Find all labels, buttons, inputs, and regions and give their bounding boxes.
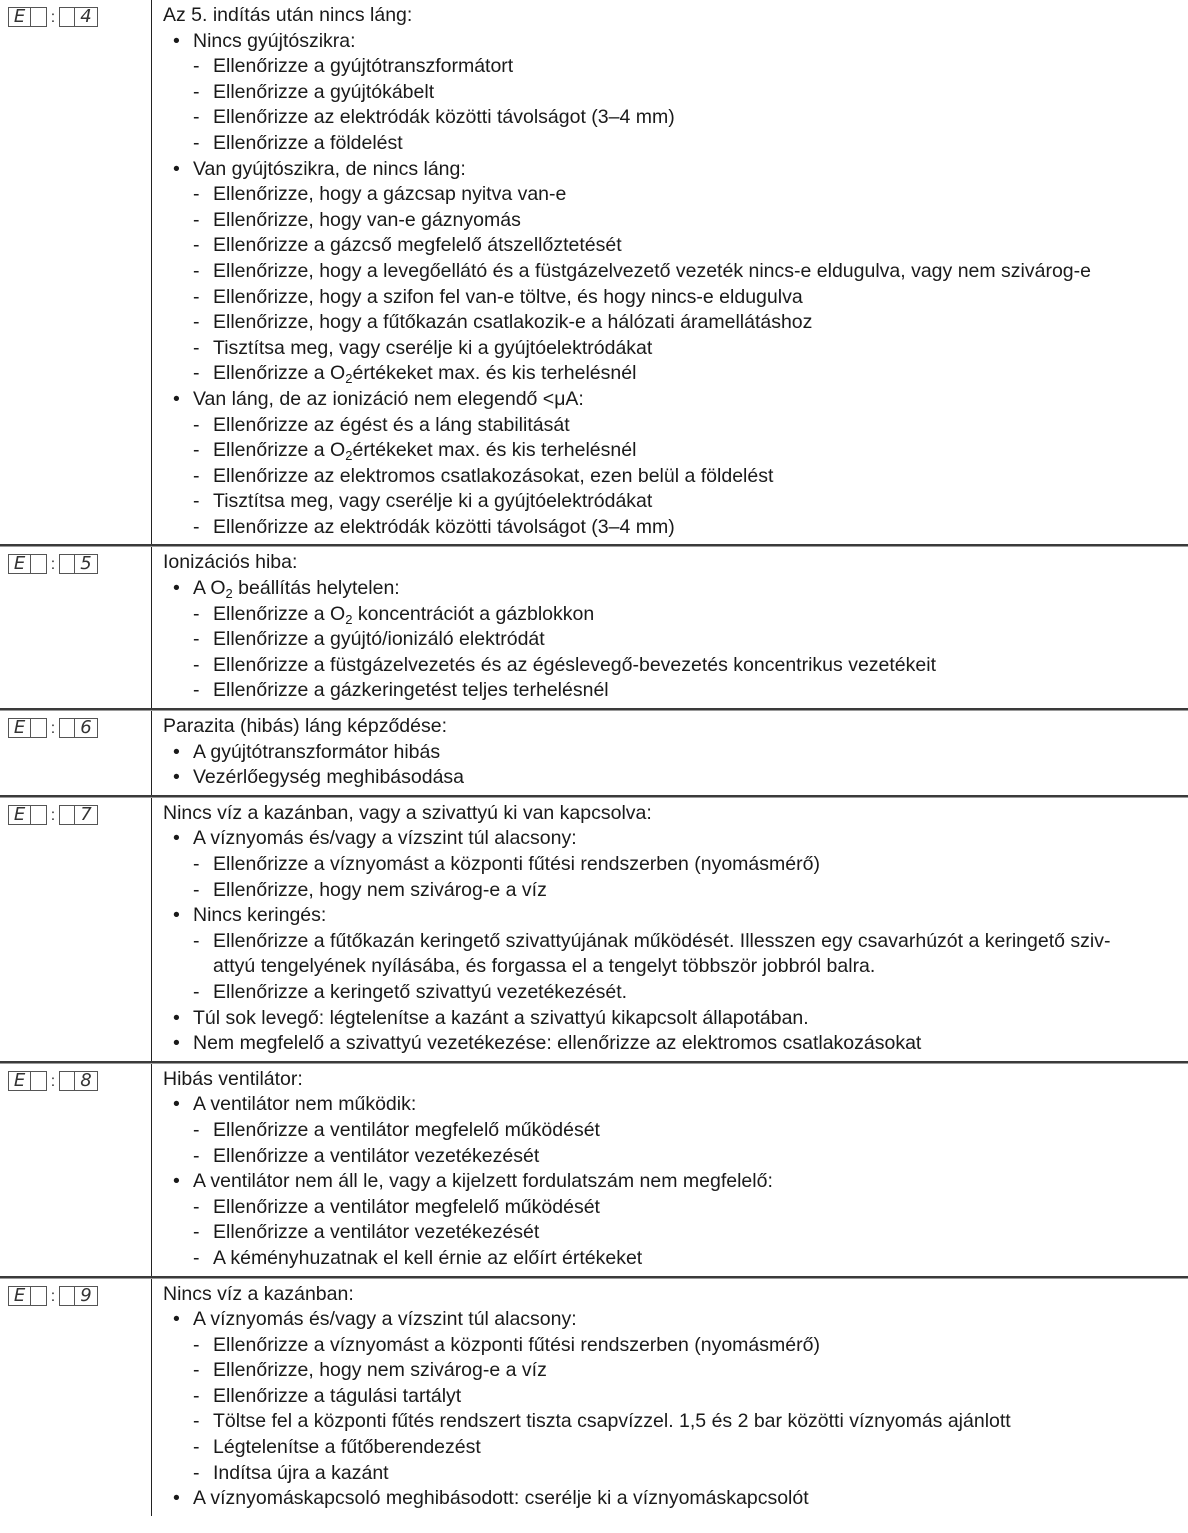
error-code-cell	[0, 711, 152, 795]
display-segment-digit: 4	[75, 7, 98, 27]
error-code-cell	[0, 0, 152, 544]
error-row	[0, 0, 1188, 546]
dash-icon: -	[193, 208, 200, 231]
action-item	[163, 80, 1188, 106]
line-text: Ellenőrizze, hogy a levegőellátó és a füstgázelvezető vezeték nincs-e eldugulva, vagy nem szivárog-e	[213, 259, 1091, 282]
display-segment-prefix: E	[8, 1286, 31, 1306]
display-segment-blank	[59, 554, 75, 574]
cause-item	[163, 1169, 1188, 1195]
dash-icon: -	[193, 413, 200, 436]
line-text: Ellenőrizze a gázcső megfelelő átszellőztetését	[213, 234, 622, 257]
line-text: Ellenőrizze a keringető szivattyú vezetékezését.	[213, 980, 628, 1003]
line-text: Ellenőrizze, hogy nem szivárog-e a víz	[213, 1359, 547, 1382]
action-item	[163, 259, 1188, 285]
display-colon: :	[50, 9, 56, 26]
line-text: Nincs gyújtószikra:	[193, 29, 356, 52]
action-item	[163, 678, 1188, 704]
action-item	[163, 1246, 1188, 1272]
subscript: 2	[345, 371, 353, 387]
error-description-cell	[152, 0, 1188, 544]
line-text: A víznyomás és/vagy a vízszint túl alacsony:	[193, 827, 577, 850]
action-item	[163, 336, 1188, 362]
dash-icon: -	[193, 285, 200, 308]
action-item	[163, 413, 1188, 439]
action-item	[163, 310, 1188, 336]
line-text: Van láng, de az ionizáció nem elegendő <μA:	[193, 387, 584, 410]
action-item	[163, 1435, 1188, 1461]
line-text: Ellenőrizze a víznyomást a központi fűtési rendszerben (nyomásmérő)	[213, 1333, 820, 1356]
line-text: Ellenőrizze a füstgázelvezetés és az égéslevegő-bevezetés koncentrikus vezetékeit	[213, 653, 936, 676]
line-text: Ellenőrizze, hogy nem szivárog-e a víz	[213, 878, 547, 901]
error-code-cell	[0, 547, 152, 708]
cause-item	[163, 157, 1188, 183]
display-segment-prefix: E	[8, 718, 31, 738]
line-text-pre: Ellenőrizze a O	[213, 439, 346, 462]
action-item	[163, 361, 1188, 387]
line-text: Ellenőrizze a ventilátor megfelelő működését	[213, 1118, 600, 1141]
line-text: Ellenőrizze, hogy van-e gáznyomás	[213, 208, 521, 231]
action-item	[163, 1409, 1188, 1435]
action-item	[163, 489, 1188, 515]
action-item	[163, 182, 1188, 208]
bullet-icon: •	[173, 1170, 180, 1193]
action-item	[163, 1195, 1188, 1221]
error-description-cell	[152, 711, 1188, 795]
line-text: Ellenőrizze a ventilátor megfelelő működését	[213, 1195, 600, 1218]
error-row	[0, 1278, 1188, 1516]
cause-item	[163, 1031, 1188, 1057]
dash-icon: -	[193, 1195, 200, 1218]
display-segment-digit: 6	[75, 718, 98, 738]
display-segment-blank	[59, 7, 75, 27]
dash-icon: -	[193, 106, 200, 129]
dash-icon: -	[193, 1333, 200, 1356]
dash-icon: -	[193, 628, 200, 651]
error-row	[0, 546, 1188, 710]
bullet-icon: •	[173, 1006, 180, 1029]
line-text: Ionizációs hiba:	[163, 551, 298, 574]
line-text-pre: Ellenőrizze a O	[213, 602, 346, 625]
error-code-cell	[0, 1064, 152, 1276]
line-text: Túl sok levegő: légtelenítse a kazánt a szivattyú kikapcsolt állapotában.	[193, 1006, 809, 1029]
display-segment-blank	[59, 1286, 75, 1306]
action-item	[163, 464, 1188, 490]
line-text: Hibás ventilátor:	[163, 1067, 303, 1090]
bullet-icon: •	[173, 387, 180, 410]
dash-icon: -	[193, 439, 200, 462]
line-text-pre: Ellenőrizze a O	[213, 362, 346, 385]
display-segment-prefix: E	[8, 805, 31, 825]
line-text: Ellenőrizze a tágulási tartályt	[213, 1384, 462, 1407]
dash-icon: -	[193, 515, 200, 538]
action-item	[163, 285, 1188, 311]
subscript: 2	[345, 448, 353, 464]
dash-icon: -	[193, 1144, 200, 1167]
line-text-post: értékeket max. és kis terhelésnél	[352, 439, 637, 462]
display-code	[8, 1285, 151, 1306]
dash-icon: -	[193, 1359, 200, 1382]
error-description-cell	[152, 1279, 1188, 1516]
line-text: Töltse fel a központi fűtés rendszert tiszta csapvízzel. 1,5 és 2 bar közötti víznyomás ajánlott	[213, 1410, 1011, 1433]
action-item	[163, 929, 1188, 955]
cause-item	[163, 576, 1188, 602]
cause-item	[163, 1006, 1188, 1032]
dash-icon: -	[193, 1221, 200, 1244]
display-code	[8, 717, 151, 738]
line-text: Az 5. indítás után nincs láng:	[163, 4, 413, 26]
cause-item	[163, 29, 1188, 55]
error-title	[163, 801, 1188, 827]
cause-item	[163, 826, 1188, 852]
dash-icon: -	[193, 878, 200, 901]
line-text: Ellenőrizze az égést és a láng stabilitását	[213, 413, 570, 436]
line-text-pre: A O	[193, 577, 226, 600]
display-colon: :	[50, 1072, 56, 1090]
display-segment-blank	[31, 805, 47, 825]
error-title	[163, 1067, 1188, 1093]
display-segment-digit: 7	[75, 805, 98, 825]
action-item	[163, 1118, 1188, 1144]
error-code-cell	[0, 798, 152, 1061]
dash-icon: -	[193, 362, 200, 385]
line-text: Ellenőrizze, hogy a gázcsap nyitva van-e	[213, 183, 567, 206]
line-text: Ellenőrizze a víznyomást a központi fűtési rendszerben (nyomásmérő)	[213, 853, 820, 875]
error-title	[163, 714, 1188, 740]
dash-icon: -	[193, 490, 200, 513]
cause-item	[163, 387, 1188, 413]
action-item	[163, 980, 1188, 1006]
dash-icon: -	[193, 1461, 200, 1484]
cause-item	[163, 1092, 1188, 1118]
line-text: Ellenőrizze a gyújtó/ionizáló elektródát	[213, 628, 545, 651]
line-text: Ellenőrizze a gázkeringetést teljes terhelésnél	[213, 679, 609, 702]
display-segment-prefix: E	[8, 7, 31, 27]
line-text-post: beállítás helytelen:	[232, 577, 400, 600]
error-title	[163, 550, 1188, 576]
display-colon: :	[50, 720, 56, 738]
dash-icon: -	[193, 131, 200, 154]
line-text-post: értékeket max. és kis terhelésnél	[352, 362, 637, 385]
error-row	[0, 1063, 1188, 1278]
line-text: Ellenőrizze a gyújtótranszformátort	[213, 55, 514, 78]
line-text: Nincs víz a kazánban:	[163, 1282, 354, 1305]
action-item	[163, 627, 1188, 653]
display-segment-blank	[31, 1071, 47, 1091]
bullet-icon: •	[173, 1032, 180, 1055]
action-item	[163, 105, 1188, 131]
error-title	[163, 1282, 1188, 1308]
dash-icon: -	[193, 80, 200, 103]
error-code-cell	[0, 1279, 152, 1516]
action-item	[163, 954, 1188, 980]
dash-icon: -	[193, 980, 200, 1003]
bullet-icon: •	[173, 766, 180, 789]
error-row	[0, 710, 1188, 797]
error-description-cell	[152, 1064, 1188, 1276]
line-text: Van gyújtószikra, de nincs láng:	[193, 157, 466, 180]
line-text: Ellenőrizze a gyújtókábelt	[213, 80, 435, 103]
display-segment-blank	[31, 554, 47, 574]
dash-icon: -	[193, 602, 200, 625]
display-segment-digit: 5	[75, 554, 98, 574]
action-item	[163, 653, 1188, 679]
dash-icon: -	[193, 183, 200, 206]
display-colon: :	[50, 556, 56, 574]
dash-icon: -	[193, 1436, 200, 1459]
line-text: Ellenőrizze a ventilátor vezetékezését	[213, 1144, 540, 1167]
line-text: A ventilátor nem működik:	[193, 1093, 417, 1116]
bullet-icon: •	[173, 740, 180, 763]
line-text: Nincs keringés:	[193, 904, 327, 927]
display-code	[8, 804, 151, 825]
bullet-icon: •	[173, 29, 180, 52]
line-text: Légtelenítse a fűtőberendezést	[213, 1436, 481, 1459]
action-item	[163, 878, 1188, 904]
cause-item	[163, 1307, 1188, 1333]
display-segment-blank	[59, 1071, 75, 1091]
display-segment-blank	[59, 805, 75, 825]
dash-icon: -	[193, 1410, 200, 1433]
line-text: Ellenőrizze az elektródák közötti távolságot (3–4 mm)	[213, 106, 675, 129]
cause-item	[163, 740, 1188, 766]
action-item	[163, 1358, 1188, 1384]
line-text: Ellenőrizze az elektródák közötti távolságot (3–4 mm)	[213, 515, 675, 538]
dash-icon: -	[193, 929, 200, 952]
display-code	[8, 6, 151, 27]
cause-item	[163, 903, 1188, 929]
display-segment-blank	[31, 1286, 47, 1306]
action-item	[163, 131, 1188, 157]
display-segment-blank	[59, 718, 75, 738]
line-text: Ellenőrizze a ventilátor vezetékezését	[213, 1221, 540, 1244]
dash-icon: -	[193, 311, 200, 334]
dash-icon: -	[193, 1246, 200, 1269]
line-text: A ventilátor nem áll le, vagy a kijelzett fordulatszám nem megfelelő:	[193, 1170, 773, 1193]
line-text-post: koncentrációt a gázblokkon	[352, 602, 595, 625]
dash-icon: -	[193, 653, 200, 676]
dash-icon: -	[193, 853, 200, 875]
display-code	[8, 553, 151, 574]
action-item	[163, 852, 1188, 878]
error-description-cell	[152, 547, 1188, 708]
action-item	[163, 438, 1188, 464]
display-segment-digit: 9	[75, 1286, 98, 1306]
action-item	[163, 233, 1188, 259]
bullet-icon: •	[173, 1308, 180, 1331]
line-text: Nem megfelelő a szivattyú vezetékezése: ellenőrizze az elektromos csatlakozásokat	[193, 1032, 922, 1055]
dash-icon: -	[193, 336, 200, 359]
line-text: Ellenőrizze, hogy a fűtőkazán csatlakozik-e a hálózati áramellátáshoz	[213, 311, 813, 334]
display-colon: :	[50, 1287, 56, 1305]
display-segment-prefix: E	[8, 1071, 31, 1091]
bullet-icon: •	[173, 1093, 180, 1116]
action-item	[163, 208, 1188, 234]
line-text: Parazita (hibás) láng képződése:	[163, 715, 447, 738]
display-segment-blank	[31, 718, 47, 738]
display-segment-digit: 8	[75, 1071, 98, 1091]
subscript: 2	[345, 611, 353, 627]
dash-icon: -	[193, 464, 200, 487]
subscript: 2	[225, 586, 233, 602]
display-code	[8, 1070, 151, 1091]
error-title	[163, 3, 1188, 29]
line-text: Tisztítsa meg, vagy cserélje ki a gyújtóelektródákat	[213, 336, 653, 359]
action-item	[163, 1384, 1188, 1410]
error-row	[0, 797, 1188, 1063]
bullet-icon: •	[173, 577, 180, 600]
action-item	[163, 1461, 1188, 1487]
action-item	[163, 1220, 1188, 1246]
line-text: Indítsa újra a kazánt	[213, 1461, 389, 1484]
line-text: Vezérlőegység meghibásodása	[193, 766, 465, 789]
dash-icon: -	[193, 259, 200, 282]
dash-icon: -	[193, 1384, 200, 1407]
display-segment-blank	[31, 7, 47, 27]
line-text: A víznyomás és/vagy a vízszint túl alacsony:	[193, 1308, 577, 1331]
dash-icon: -	[193, 55, 200, 78]
line-text: A víznyomáskapcsoló meghibásodott: cserélje ki a víznyomáskapcsolót	[193, 1487, 809, 1510]
line-text: A gyújtótranszformátor hibás	[193, 740, 441, 763]
line-text: Ellenőrizze a földelést	[213, 131, 403, 154]
action-item	[163, 1333, 1188, 1359]
line-text: Tisztítsa meg, vagy cserélje ki a gyújtóelektródákat	[213, 490, 653, 513]
display-colon: :	[50, 806, 56, 824]
dash-icon: -	[193, 1118, 200, 1141]
bullet-icon: •	[173, 827, 180, 850]
action-item	[163, 515, 1188, 541]
line-text: Ellenőrizze a fűtőkazán keringető szivattyújának működését. Illesszen egy csavarhúzót a keringető sziv-	[213, 929, 1111, 952]
cause-item	[163, 765, 1188, 791]
dash-icon: -	[193, 679, 200, 702]
line-text: Nincs víz a kazánban, vagy a szivattyú ki van kapcsolva:	[163, 801, 652, 824]
line-text: A kéményhuzatnak el kell érnie az előírt értékeket	[213, 1246, 643, 1269]
bullet-icon: •	[173, 904, 180, 927]
line-text: Ellenőrizze az elektromos csatlakozásokat, ezen belül a földelést	[213, 464, 774, 487]
bullet-icon: •	[173, 157, 180, 180]
action-item	[163, 1144, 1188, 1170]
line-text: Ellenőrizze, hogy a szifon fel van-e töltve, és hogy nincs-e eldugulva	[213, 285, 803, 308]
cause-item	[163, 1486, 1188, 1512]
display-segment-prefix: E	[8, 554, 31, 574]
error-description-cell	[152, 798, 1188, 1061]
line-text: attyú tengelyének nyílásába, és forgassa el a tengelyt többször jobbról balra.	[213, 955, 876, 978]
bullet-icon: •	[173, 1487, 180, 1510]
action-item	[163, 54, 1188, 80]
action-item	[163, 602, 1188, 628]
dash-icon: -	[193, 234, 200, 257]
